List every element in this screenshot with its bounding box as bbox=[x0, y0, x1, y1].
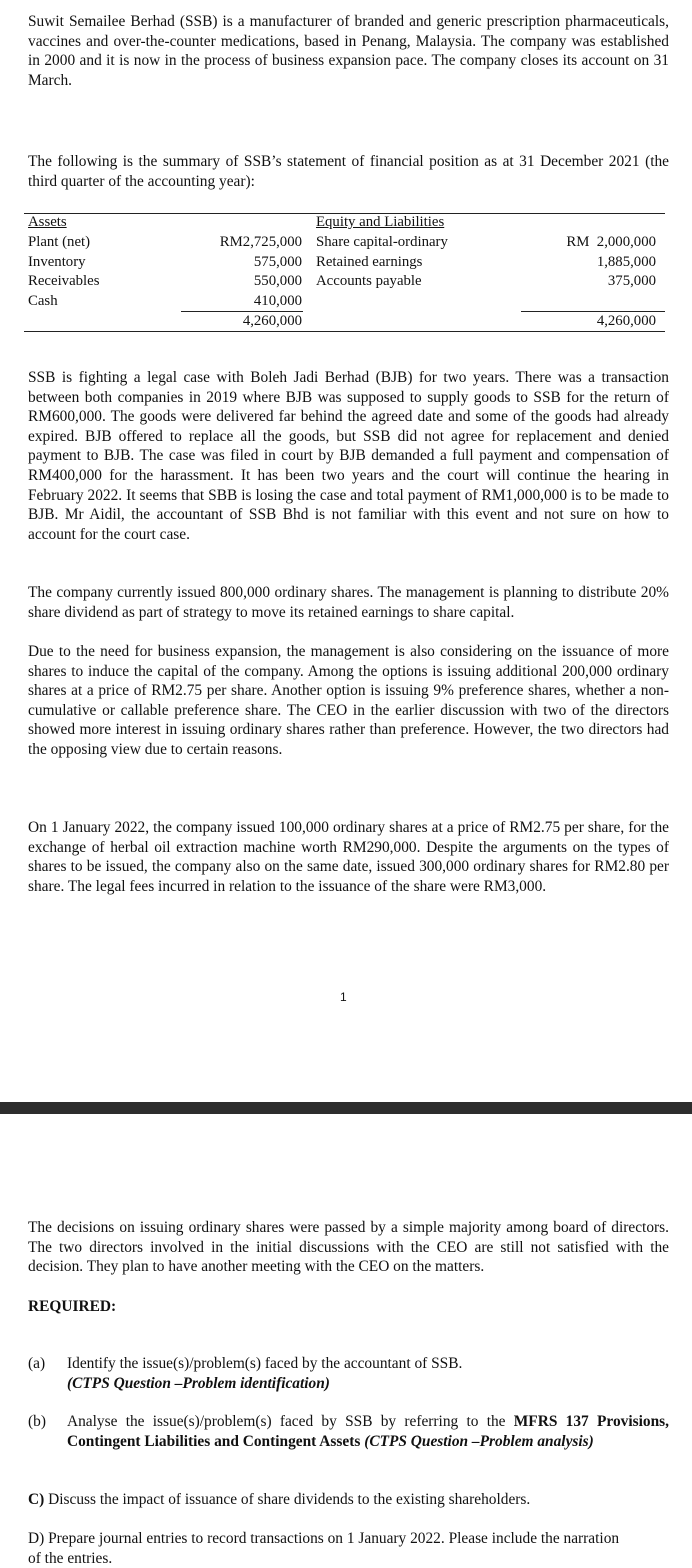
asset-label: Receivables bbox=[28, 273, 100, 289]
legal-case-paragraph: SSB is fighting a legal case with Boleh Jadi Berhad (BJB) for two years. There was a transaction between both companies in 2019 where BJB was supposed to supply goods to SSB for the return of RM600,000. The goods were delivered far behind the agreed date and some of the goods had already expired. BJB offered to replace all the goods, but SSB did not agree for replacement and denied payment to BJB. The case was filed in court by BJB demanded a full payment and compensation of RM400,000 for the harassment. It has been two years and the court will continue the hearing in February 2022. It seems that SBB is losing the case and total payment of RM1,000,000 is to be made to BJB. Mr Aidil, the accountant of SSB Bhd is not familiar with this event and not sure on how to account for the court case. bbox=[28, 369, 669, 543]
asset-label: Plant (net) bbox=[28, 234, 91, 250]
summary-intro: The following is the summary of SSB’s statement of financial position as at 31 December 2021 (the third quarter of the accounting year): bbox=[28, 153, 669, 190]
question-label: (b) bbox=[28, 1413, 46, 1430]
asset-value: 575,000 bbox=[253, 254, 302, 270]
question-label: C) bbox=[28, 1491, 45, 1508]
standard-reference: MFRS 137 Provisions, Contingent Liabilities and Contingent Assets bbox=[67, 1413, 669, 1450]
page-number: 1 bbox=[340, 990, 347, 1004]
equity-label: Accounts payable bbox=[316, 273, 422, 289]
ctps-tag: (CTPS Question –Problem identification) bbox=[67, 1374, 330, 1392]
intro-paragraph: Suwit Semailee Berhad (SSB) is a manufacturer of branded and generic prescription pharmaceuticals, vaccines and over-the-counter medications, based in Penang, Malaysia. The company was established in 2000 and it is now in the process of business expansion pace. The company closes its account on 31 March. bbox=[28, 13, 669, 89]
assets-header: Assets bbox=[28, 214, 67, 230]
assets-total: 4,260,000 bbox=[242, 313, 302, 329]
question-text: Analyse the issue(s)/problem(s) faced by SSB by referring to the bbox=[67, 1413, 506, 1430]
question-text: Discuss the impact of issuance of share dividends to the existing shareholders. bbox=[48, 1491, 531, 1508]
question-a bbox=[28, 1354, 669, 1393]
equity-value: RM 2,000,000 bbox=[566, 234, 656, 250]
question-b bbox=[28, 1412, 669, 1451]
equity-value: 375,000 bbox=[607, 273, 656, 289]
asset-value: 410,000 bbox=[253, 293, 302, 309]
issuance-paragraph: On 1 January 2022, the company issued 100,000 ordinary shares at a price of RM2.75 per share, for the exchange of herbal oil extraction machine worth RM290,000. Despite the arguments on the types of shares to be issued, the company also on the same date, issued 300,000 ordinary shares for RM2.80 per share. The legal fees incurred in relation to the issuance of the share were RM3,000. bbox=[28, 819, 669, 895]
equity-label: Retained earnings bbox=[316, 254, 423, 270]
asset-value: RM2,725,000 bbox=[219, 234, 302, 250]
asset-label: Inventory bbox=[28, 254, 86, 270]
share-dividend-paragraph: The company currently issued 800,000 ordinary shares. The management is planning to distribute 20% share dividend as part of strategy to move its retained earnings to share capital. bbox=[28, 584, 669, 621]
question-label: D) bbox=[28, 1530, 45, 1547]
equity-header: Equity and Liabilities bbox=[316, 214, 445, 230]
question-text: Prepare journal entries to record transactions on 1 January 2022. Please include the narration of the entries. bbox=[28, 1530, 620, 1567]
equity-label: Share capital-ordinary bbox=[316, 234, 448, 250]
asset-value: 550,000 bbox=[253, 273, 302, 289]
question-d bbox=[28, 1529, 628, 1568]
question-label: (a) bbox=[28, 1355, 46, 1372]
required-heading: REQUIRED: bbox=[28, 1298, 117, 1315]
decisions-paragraph: The decisions on issuing ordinary shares were passed by a simple majority among board of directors. The two directors involved in the initial discussions with the CEO are still not satisfied with the decision. They plan to have another meeting with the CEO on the matters. bbox=[28, 1219, 669, 1276]
equity-value: 1,885,000 bbox=[596, 254, 656, 270]
question-text: Identify the issue(s)/problem(s) faced by the accountant of SSB. bbox=[67, 1355, 463, 1372]
page-divider bbox=[0, 1102, 692, 1114]
equity-total: 4,260,000 bbox=[596, 313, 656, 329]
asset-label: Cash bbox=[28, 293, 58, 309]
question-c bbox=[28, 1490, 669, 1510]
table-bottom-rule bbox=[24, 331, 665, 332]
ctps-tag: (CTPS Question –Problem analysis) bbox=[364, 1432, 594, 1450]
expansion-paragraph: Due to the need for business expansion, the management is also considering on the issuance of more shares to induce the capital of the company. Among the options is issuing additional 200,000 ordinary shares at a price of RM2.75 per share. Another option is issuing 9% preference shares, whether a non-cumulative or callable preference share. The CEO in the earlier discussion with two of the directors showed more interest in issuing ordinary shares rather than preference. However, the two directors had the opposing view due to certain reasons. bbox=[28, 643, 669, 758]
